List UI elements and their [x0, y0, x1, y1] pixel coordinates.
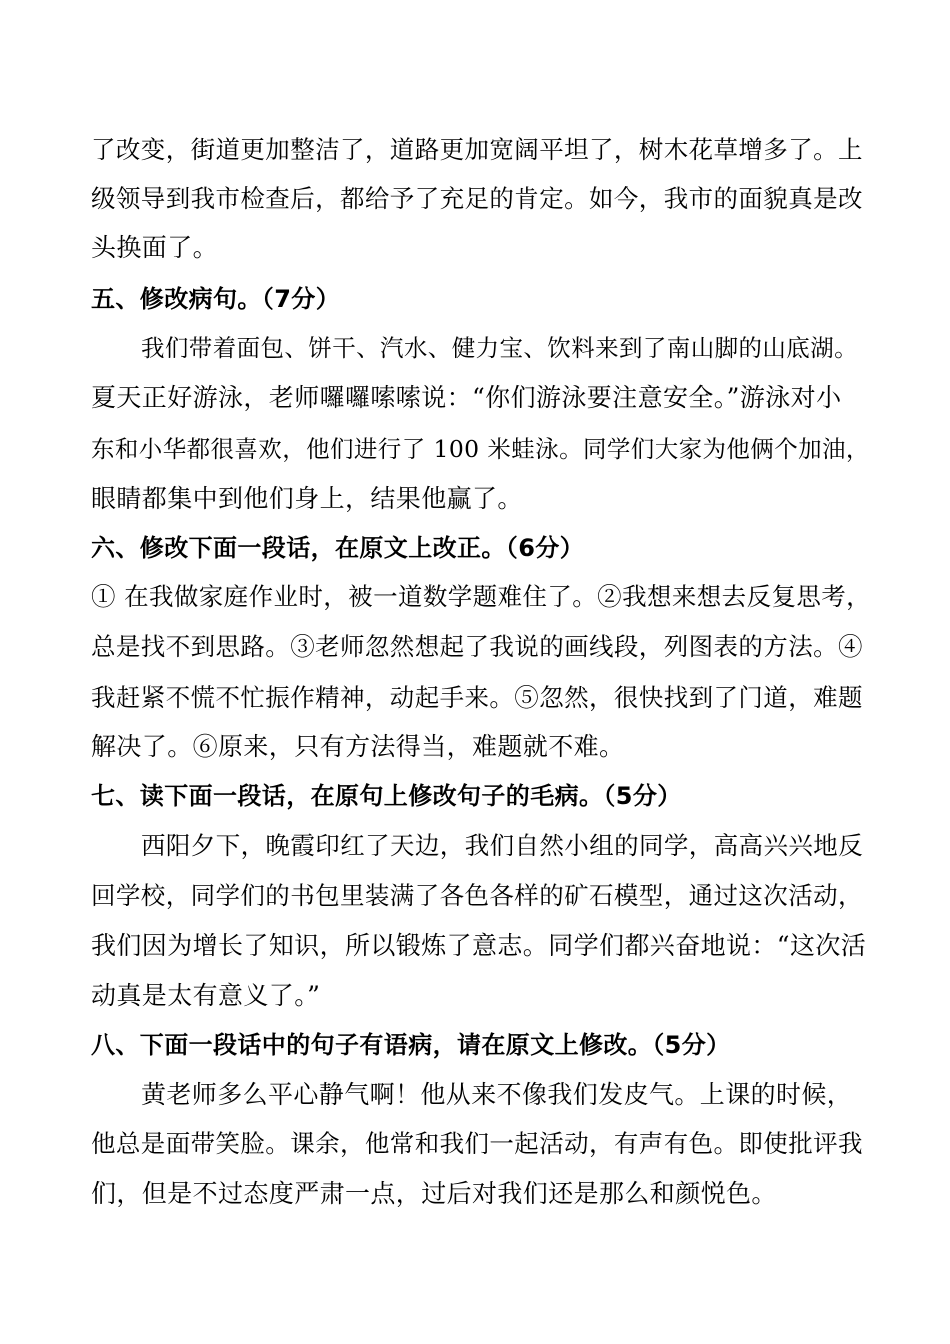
- text-line: 动真是太有意义了。”: [91, 981, 321, 1010]
- text-line: 了改变，街道更加整洁了，道路更加宽阔平坦了，树木花草增多了。上: [91, 135, 863, 164]
- text-line: 东和小华都很喜欢，他们进行了 100 米蛙泳。同学们大家为他俩个加油，: [91, 435, 870, 463]
- text-line: 我们带着面包、饼干、汽水、健力宝、饮料来到了南山脚的山底湖。: [141, 334, 858, 362]
- text-line: 们，但是不过态度严肃一点，过后对我们还是那么和颜悦色。: [91, 1179, 777, 1208]
- text-line: 我赶紧不慌不忙振作精神，动起手来。⑤忽然，很快找到了门道，难题: [91, 683, 863, 712]
- text-line: 黄老师多么平心静气啊！他从来不像我们发皮气。上课的时候，: [141, 1080, 853, 1109]
- section-7-heading: 七、读下面一段话，在原句上修改句子的毛病。（5分）: [91, 782, 682, 810]
- text-line: 我们因为增长了知识，所以锻炼了意志。同学们都兴奋地说：“这次活: [91, 931, 867, 960]
- text-line: 回学校，同学们的书包里装满了各色各样的矿石模型，通过这次活动，: [91, 881, 863, 910]
- text-line: 头换面了。: [91, 233, 219, 262]
- text-line: 西阳夕下，晚霞印红了天边，我们自然小组的同学，高高兴兴地反: [141, 831, 864, 860]
- section-8-heading: 八、下面一段话中的句子有语病，请在原文上修改。（5分）: [91, 1031, 731, 1059]
- section-5-heading: 五、修改病句。（7分）: [91, 285, 341, 313]
- text-line: 夏天正好游泳，老师囉囉嗦嗦说：“你们游泳要注意安全。”游泳对小: [91, 383, 842, 412]
- text-line: 眼睛都集中到他们身上，结果他赢了。: [91, 484, 523, 513]
- text-line: 级领导到我市检查后，都给予了充足的肯定。如今，我市的面貌真是改: [91, 184, 863, 213]
- text-line: ① 在我做家庭作业时，被一道数学题难住了。②我想来想去反复思考，: [91, 582, 871, 611]
- text-line: 他总是面带笑脸。课余，他常和我们一起活动，有声有色。即使批评我: [91, 1129, 863, 1158]
- section-6-heading: 六、修改下面一段话，在原文上改正。（6分）: [91, 534, 585, 562]
- text-line: 解决了。⑥原来，只有方法得当，难题就不难。: [91, 732, 625, 761]
- text-line: 总是找不到思路。③老师忽然想起了我说的画线段，列图表的方法。④: [91, 632, 863, 661]
